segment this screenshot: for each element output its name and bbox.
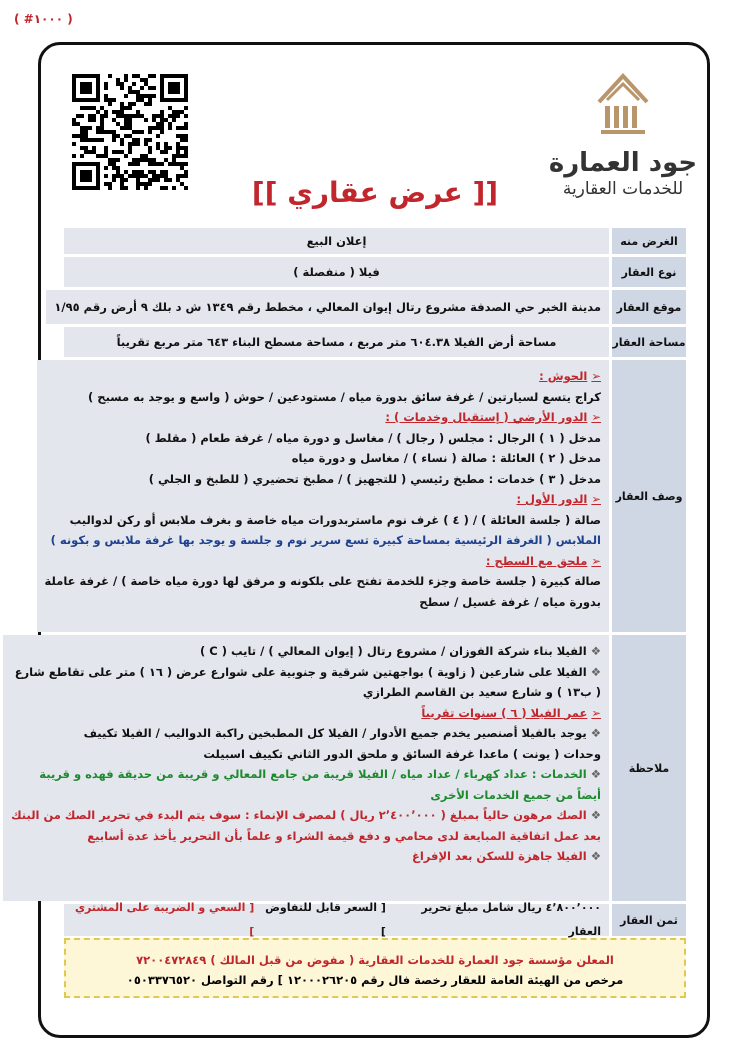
license-line: مرخص من الهيئة العامة للعقار رخصة فال رقم ١٢٠٠٠٢٦٢٠٥ ] رقم التواصل ٠٥٠٣٣٧٦٥٢٠: [126, 973, 624, 987]
first-floor-line-2: الملابس ( الغرفة الرئيسية بمساحة كبيرة تسع سرير نوم و جلسة و يوجد بها غرفة ملابس و بكونه ): [50, 533, 601, 547]
label-description: وصف العقار: [612, 360, 686, 632]
logo-subtitle: للخدمات العقارية: [562, 179, 684, 199]
location-text: مدينة الخبر حي الصدفة مشروع رتال إيوان المعالي ، مخطط رقم ١٣٤٩ ش د بلك ٩ أرض رقم ١/٩٥: [54, 300, 601, 314]
label-area: مساحة العقار: [612, 327, 686, 357]
note-streets-cont: ( ب١٣ ) و شارع سعيد بن القاسم الطرازي: [362, 685, 601, 699]
yard-line: كراج يتسع لسيارتين / غرفة سائق بدورة مياه / مستودعين / حوش ( واسع و يوجد به مسبح ): [88, 389, 601, 404]
label-location: موقع العقار: [612, 290, 686, 324]
row-price: [64, 901, 686, 938]
qr-code-icon: [72, 74, 188, 190]
price-amount: ٤٬٨٠٠٬٠٠٠ ريال شامل مبلغ تحرير العقار: [421, 901, 601, 938]
roof-title: ➢ملحق مع السطح :: [485, 553, 601, 568]
first-floor-line-1: صالة ( جلسة العائلة ) / ( ٤ ) غرف نوم ماستربدورات مياه خاصة و بغرف ملابس أو ركن لدواليب: [69, 512, 601, 527]
value-notes: [3, 635, 609, 901]
row-notes: [11, 635, 686, 901]
yard-title: ➢الحوش :: [539, 369, 601, 383]
building-logo-icon: [593, 70, 653, 140]
note-builder: ❖الفيلا بناء شركة الفوزان / مشروع رتال ( إيوان المعالي ) / تايب ( C ): [200, 644, 601, 658]
advertiser-banner: [64, 938, 686, 998]
note-mortgage: ❖الصك مرهون حالياً بمبلغ ( ٢٬٤٠٠٬٠٠٠ ريال ) لمصرف الإنماء : سوف يتم البدء في تحرير الصك من البنك: [11, 808, 601, 822]
note-mortgage-cont: بعد عمل اتفاقية المبايعة لدى محامي و دفع قيمة الشراء و علماً بأن التحرير يأخذ عدة أسابيع: [87, 828, 601, 843]
note-age: ➢عمر الفيلا ( ٦ ) سنوات تقريباً: [421, 705, 601, 720]
note-features-cont: وحدات ( يونت ) ماعدا غرفة السائق و ملحق الدور الثاني تكييف اسبيلت: [203, 746, 601, 761]
note-ready: ❖الفيلا جاهزة للسكن بعد الإفراغ: [411, 849, 601, 863]
value-location: [46, 290, 609, 324]
roof-line-1: صالة كبيرة ( جلسة خاصة وجزء للخدمة تفتح على بلكونه و مرفق لها دورة مياه خاصة ) / غرفة عاملة: [44, 574, 601, 588]
reference-number: ( #١٠٠٠ ): [14, 12, 73, 26]
ground-title: ➢الدور الأرضي ( إستقبال وخدمات ) :: [385, 410, 601, 424]
row-property-type: [64, 257, 686, 287]
roof-line-2: بدورة مياه / غرفة غسيل / سطح: [419, 594, 601, 609]
note-streets: ❖الفيلا على شارعين ( زاوية ) بواجهتين شرقية و جنوبية على شوارع عرض ( ١٦ ) متر على تقاطع شارع: [14, 664, 601, 679]
price-tax: [ السعي و الضريبة على المشتري ]: [74, 901, 255, 938]
property-table: [11, 228, 686, 939]
note-services: ❖الخدمات : عداد كهرباء / عداد مياه / الفيلا قريبة من جامع المعالي و قريبة من حديقة فهده و قريبة: [39, 767, 601, 781]
row-area: [64, 327, 686, 357]
value-area: مساحة أرض الفيلا ٦٠٤.٣٨ متر مربع ، مساحة مسطح البناء ٦٤٣ متر مربع تقريباً: [64, 327, 609, 357]
label-purpose: الغرض منه: [612, 228, 686, 254]
advertiser-line: المعلن مؤسسة جود العمارة للخدمات العقارية ( مفوض من قبل المالك ) ٧٢٠٠٤٧٢٨٤٩: [136, 953, 614, 967]
value-property-type: فيلا ( منفصلة ): [64, 257, 609, 287]
ground-line-2: مدخل ( ٢ ) العائلة : صالة ( نساء ) / مغاسل و دورة مياه: [291, 451, 601, 465]
ground-line-1: مدخل ( ١ ) الرجال : مجلس ( رجال ) / مغاسل و دورة مياه / غرفة طعام ( مقلط ): [145, 430, 601, 445]
label-property-type: نوع العقار: [612, 257, 686, 287]
price-negotiable: [ السعر قابل للتفاوض ]: [265, 901, 386, 938]
row-location: [54, 290, 686, 324]
first-floor-title: ➢الدور الأول :: [516, 492, 601, 506]
note-features: ❖يوجد بالفيلا أصنصير يخدم جميع الأدوار / الفيلا كل المطبخين راكبة الدواليب / الفيلا تكييف: [83, 726, 601, 740]
logo-name: جود العمارة: [548, 148, 698, 178]
value-description: [37, 360, 609, 632]
row-description: [44, 360, 686, 632]
label-price: ثمن العقار: [612, 904, 686, 936]
note-services-cont: أيضاً من جميع الخدمات الأخرى: [430, 787, 601, 802]
value-purpose: إعلان البيع: [64, 228, 609, 254]
value-price: [64, 901, 609, 938]
page-title: [[ عرض عقاري ]]: [251, 176, 499, 209]
ground-line-3: مدخل ( ٣ ) خدمات : مطبخ رئيسي ( للتجهيز ) / مطبخ تحضيري ( للطبخ و الجلي ): [148, 471, 601, 486]
row-purpose: [64, 228, 686, 254]
label-notes: ملاحظة: [612, 635, 686, 901]
